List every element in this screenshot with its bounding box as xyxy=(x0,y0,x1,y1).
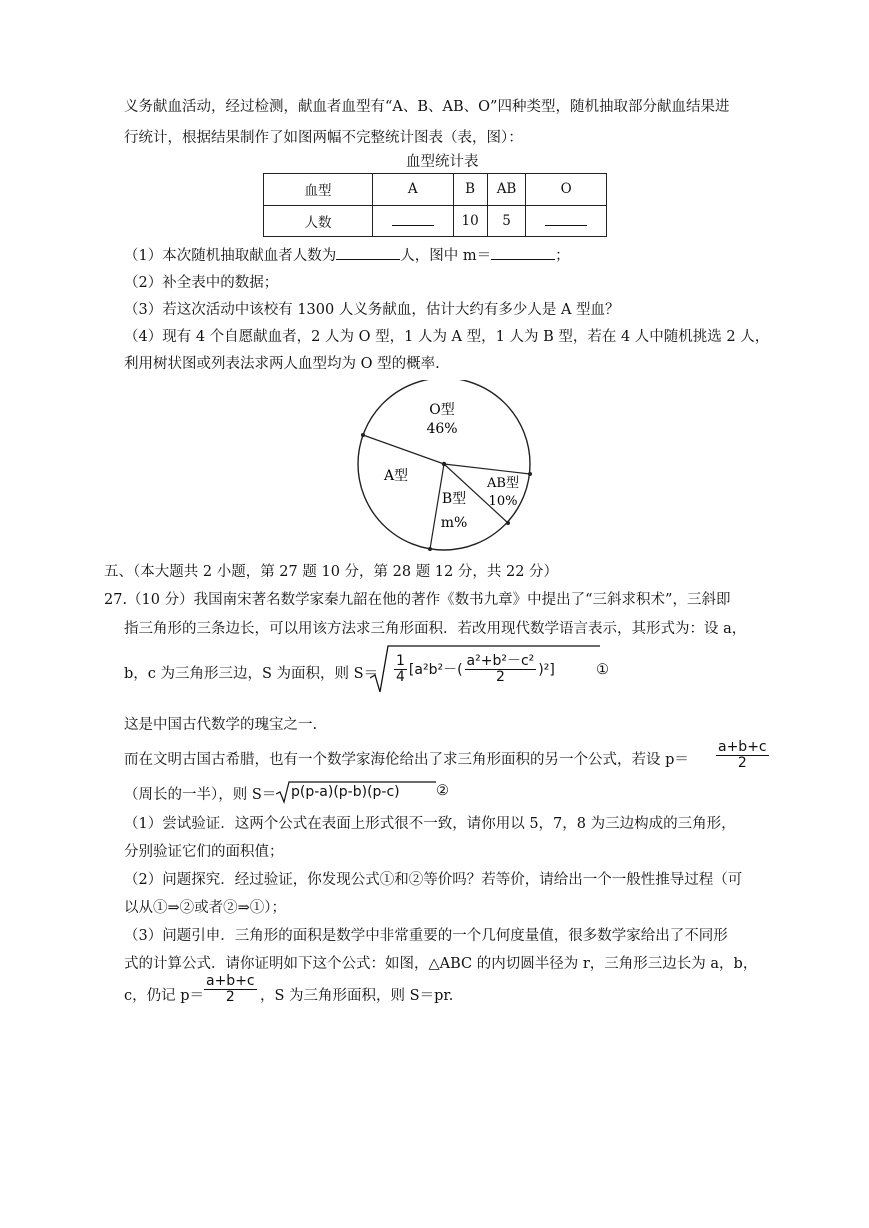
table-row xyxy=(264,174,607,206)
pie-chart xyxy=(350,380,550,560)
pie-value-b: m% xyxy=(440,515,468,531)
formula-2-mark: ② xyxy=(436,783,449,799)
answer-blank-total[interactable] xyxy=(336,245,400,260)
subquestion-2-line-2: 以从①⇒②或者②⇒①）； xyxy=(124,900,287,916)
pie-label-a: A型 xyxy=(383,468,409,484)
pie-label-o: O型 xyxy=(429,402,455,418)
subquestion-1-line-2: 分别验证它们的面积值； xyxy=(124,844,284,860)
heron-intro-text: 而在文明古国古希腊，也有一个数学家海伦给出了求三角形面积的另一个公式，若设 p＝ xyxy=(124,752,689,768)
question-3: （3）若这次活动中该校有 1300 人义务献血，估计大约有多少人是 A 型血？ xyxy=(124,302,620,318)
p-fraction-repeat: $\frac{a+b+c}{2}$ xyxy=(206,973,255,1006)
section-heading: 五、（本大题共 2 小题，第 27 题 10 分，第 28 题 12 分，共 22 分） xyxy=(104,564,559,580)
formula-2-body: p(p-a)(p-b)(p-c) xyxy=(291,784,400,800)
formula-1-fraction: $\frac{\text{a²+b²－c²}}{2}$ xyxy=(466,653,535,686)
problem-27-line-2: 指三角形的三条边长，可以用该方法求三角形面积．若改用现代数学语言表示，其形式为：设 a， xyxy=(124,621,747,637)
pie-label-ab: AB型 xyxy=(487,476,519,491)
intro-line-2: 行统计，根据结果制作了如图两幅不完整统计图表（表，图）： xyxy=(124,130,523,146)
question-1-text-a: （1）本次随机抽取献血者人数为 xyxy=(124,248,337,264)
pie-edge-dot xyxy=(361,433,365,437)
formula-1-part-a: [a²b²－( xyxy=(408,661,463,678)
subquestion-3-line-2: 式的计算公式．请你证明如下这个公式：如图，△ABC 的内切圆半径为 r，三角形三边长为 a，b， xyxy=(124,956,758,972)
question-2: （2）补全表中的数据； xyxy=(124,275,279,291)
formula-1-body xyxy=(392,654,555,686)
table-type-ab: AB xyxy=(487,174,526,206)
formula-1-coef: $\frac{1}{4}$ xyxy=(396,653,405,686)
answer-blank[interactable] xyxy=(545,211,587,226)
pie-edge-dot xyxy=(428,547,432,551)
table-count-o[interactable] xyxy=(526,205,607,237)
pie-edge-dot xyxy=(506,521,510,525)
question-1-text-c: ； xyxy=(555,248,570,264)
subquestion-3-line-1: （3）问题引申．三角形的面积是数学中非常重要的一个几何度量值，很多数学家给出了不同形 xyxy=(124,928,728,944)
subquestion-1-line-1: （1）尝试验证．这两个公式在表面上形式很不一致，请你用以 5，7，8 为三边构成的三角形， xyxy=(124,816,736,832)
table-type-a: A xyxy=(373,174,454,206)
table-title: 血型统计表 xyxy=(406,154,479,170)
formula-1-part-b: )²] xyxy=(538,661,555,678)
blood-type-table xyxy=(263,173,607,237)
formula-2-lead-text: （周长的一半），则 S＝ xyxy=(124,787,277,803)
pie-divider-a-o xyxy=(363,435,444,464)
problem-27-line-1: 27.（10 分）我国南宋著名数学家秦九韶在他的著作《数书九章》中提出了“三斜求积术”，三斜即 xyxy=(104,592,731,608)
table-row-label: 人数 xyxy=(264,205,373,237)
table-count-b: 10 xyxy=(453,205,487,237)
pie-label-b: B型 xyxy=(441,491,467,507)
question-1-text-b: 人，图中 m＝ xyxy=(400,248,492,264)
subquestion-3-text-b: ，S 为三角形面积，则 S＝pr. xyxy=(260,988,454,1004)
p-definition-fraction: $\frac{a+b+c}{2}$ xyxy=(718,739,767,772)
table-count-a[interactable] xyxy=(373,205,454,237)
pie-edge-dot xyxy=(528,472,532,476)
formula-1-lead-text: b，c 为三角形三边，S 为面积，则 S＝ xyxy=(124,666,379,682)
answer-blank-m[interactable] xyxy=(491,245,555,260)
pie-value-ab: 10% xyxy=(488,494,518,509)
pie-divider-o-ab xyxy=(444,464,530,474)
question-1 xyxy=(124,244,570,265)
subquestion-2-line-1: （2）问题探究．经过验证，你发现公式①和②等价吗？若等价，请给出一个一般性推导过程（可 xyxy=(124,872,743,888)
table-count-ab: 5 xyxy=(487,205,526,237)
table-header-label: 血型 xyxy=(264,174,373,206)
table-type-b: B xyxy=(453,174,487,206)
table-row xyxy=(264,205,607,237)
formula-1-mark: ① xyxy=(596,662,609,678)
pie-value-o: 46% xyxy=(426,421,458,437)
question-4-line-1: （4）现有 4 个自愿献血者，2 人为 O 型，1 人为 A 型，1 人为 B 型，若在 4 人中随机挑选 2 人， xyxy=(124,329,770,345)
pie-center-dot xyxy=(442,462,446,466)
answer-blank[interactable] xyxy=(392,211,434,226)
problem-27-line-4: 这是中国古代数学的瑰宝之一. xyxy=(124,717,318,733)
question-4-line-2: 利用树状图或列表法求两人血型均为 O 型的概率. xyxy=(124,356,440,372)
subquestion-3-text-a: c，仍记 p＝ xyxy=(124,988,205,1004)
table-type-o: O xyxy=(526,174,607,206)
intro-line-1: 义务献血活动，经过检测，献血者血型有“A、B、AB、O”四种类型，随机抽取部分献血结果进 xyxy=(124,99,730,115)
